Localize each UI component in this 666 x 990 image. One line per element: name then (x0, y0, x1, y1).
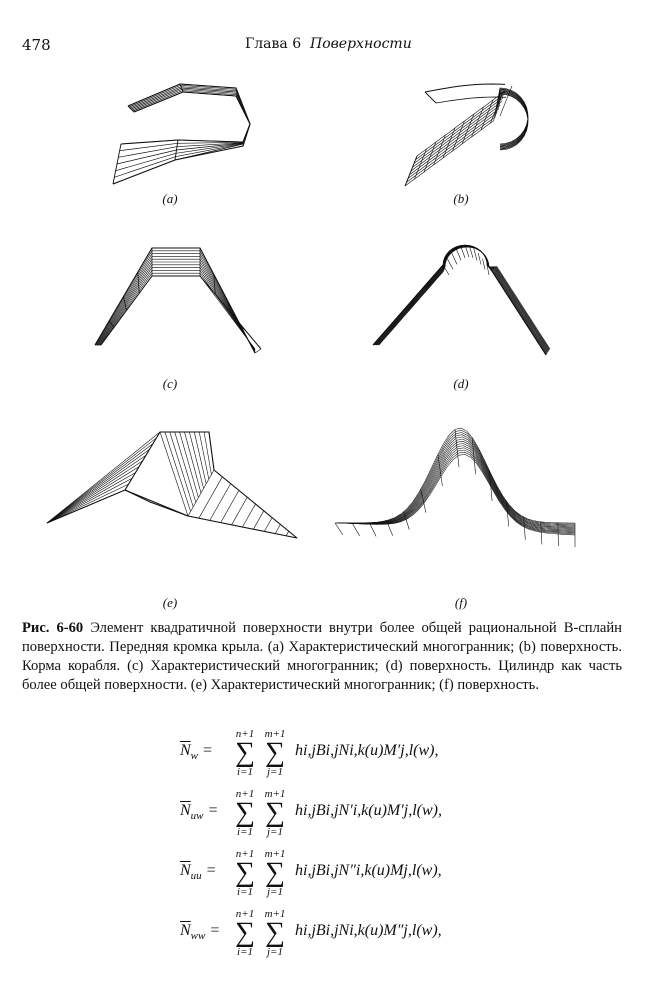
panel-f-row (335, 428, 575, 523)
equation-rhs: hi,jBi,jNi,k(u)M″j,l(w), (295, 922, 442, 939)
equation-3 (180, 848, 500, 900)
panel-c-col (255, 349, 261, 353)
panel-c-outline (101, 276, 261, 349)
equation-rhs: hi,jBi,jN″i,k(u)Mj,l(w), (295, 862, 442, 879)
sum-i: n+1 ∑ i=1 (230, 848, 260, 898)
panel-d-row (373, 245, 546, 355)
panel-f-row (340, 446, 575, 531)
panel-d-col (461, 246, 465, 258)
equation-rhs: hi,jBi,jN′i,k(u)M′j,l(w), (295, 802, 442, 819)
panel-a-edge (113, 144, 121, 184)
panel-e-ray (47, 467, 139, 523)
panel-a-upper-row (133, 91, 236, 111)
panel-f-col (369, 523, 376, 537)
panel-b-row (410, 90, 528, 175)
equation-lhs: $\overline{N}_w$ = (180, 742, 213, 763)
panel-e-col (175, 432, 196, 502)
sum-j-upper: m+1 (264, 908, 286, 920)
panel-e-outline (47, 432, 297, 538)
panel-b-row (405, 88, 528, 186)
panel-label-a: (a) (162, 191, 178, 206)
panel-d-row (374, 245, 547, 353)
sum-i-lower: i=1 (237, 826, 253, 838)
sum-i-lower: i=1 (237, 886, 253, 898)
panel-e-ray (47, 432, 160, 523)
panel-d-col (474, 249, 477, 261)
panel-e-col (185, 432, 202, 493)
panel-c-outline (95, 248, 255, 353)
sum-i: n+1 ∑ i=1 (230, 908, 260, 958)
sum-i-lower: i=1 (237, 766, 253, 778)
panel-c-row (95, 248, 255, 353)
panel-f-row (336, 430, 575, 524)
caption-number: Рис. 6-60 (22, 620, 84, 636)
panel-d-row (376, 246, 548, 352)
sum-i-upper: n+1 (235, 908, 255, 920)
panel-b-row (414, 93, 528, 164)
panel-e-row (275, 524, 280, 533)
panel-d-col (478, 253, 481, 264)
lhs-subscript: ww (190, 930, 206, 943)
panel-label-f: (f) (454, 595, 468, 610)
panel-d-row (375, 246, 547, 353)
panel-label-c: (c) (162, 376, 178, 391)
sum-j-upper: m+1 (264, 788, 286, 800)
lhs-base: $\overline{N}$ (180, 922, 191, 939)
sum-j: m+1 ∑ j=1 (260, 908, 290, 958)
panel-e-ray (47, 438, 157, 523)
panel-d-row (378, 247, 549, 351)
panel-f-row (337, 435, 575, 526)
panel-e-ray (47, 444, 153, 523)
figure-caption (22, 619, 622, 695)
panel-e-row (286, 531, 289, 536)
panel-d-col (483, 259, 485, 270)
equation-rhs: hi,jBi,jNi,k(u)M′j,l(w), (295, 742, 439, 759)
lhs-subscript: w (190, 750, 199, 763)
sum-i-upper: n+1 (235, 728, 255, 740)
panel-e-row (210, 484, 231, 521)
chapter-title: Поверхности (310, 36, 412, 52)
panel-e-row (243, 504, 256, 527)
panel-b-row (413, 92, 528, 168)
panel-f-col (335, 523, 343, 535)
panel-f-row (338, 437, 575, 527)
sum-j-lower: j=1 (267, 946, 283, 958)
sum-j-lower: j=1 (267, 826, 283, 838)
lhs-base: $\overline{N}$ (180, 862, 191, 879)
lhs-base: $\overline{N}$ (180, 742, 191, 759)
sum-j: m+1 ∑ j=1 (260, 788, 290, 838)
lhs-base: $\overline{N}$ (180, 802, 191, 819)
panel-a-upper-row (129, 85, 236, 107)
sum-j-lower: j=1 (267, 766, 283, 778)
equation-4 (180, 908, 500, 960)
panel-d-row (379, 247, 550, 349)
panel-a-upper-row (130, 87, 236, 108)
equation-2 (180, 788, 500, 840)
panel-b-row (407, 89, 528, 183)
panel-b-edge (425, 92, 436, 103)
panel-e-ray (47, 455, 146, 523)
panel-d-row (375, 246, 547, 354)
panel-c-row (96, 251, 255, 353)
sum-j: m+1 ∑ j=1 (260, 728, 290, 778)
lhs-subscript: uu (190, 870, 202, 883)
panel-e-ray (47, 473, 136, 523)
panel-a-outline (113, 84, 250, 184)
panel-label-b: (b) (453, 191, 469, 206)
panel-e-col (180, 432, 199, 498)
caption-text: Элемент квадратичной поверхности внутри более общей рациональной B-сплайн поверхности. Передняя кромка крыла. (a) Характеристический многогранник; (b) поверхность. Корма корабля. (c) Характеристический многогранник; (d) поверхность. Цилиндр как часть более общей поверхности. (e) Характеристический многогранник; (f) поверхность. (22, 620, 622, 693)
panel-d-col (452, 253, 457, 264)
panel-d-row (378, 247, 549, 350)
panel-label-d: (d) (453, 376, 469, 391)
panel-d-edge (373, 265, 443, 345)
panel-d-row (377, 246, 549, 351)
lhs-subscript: uw (190, 810, 204, 823)
chapter-number: Глава 6 (245, 36, 302, 52)
sum-i: n+1 ∑ i=1 (230, 728, 260, 778)
equation-1 (180, 728, 500, 780)
panel-f-col (352, 523, 360, 536)
panel-a-outline (121, 92, 250, 144)
panel-e-row (264, 518, 272, 532)
panel-e-row (221, 490, 239, 522)
panel-d-row (374, 245, 547, 354)
panel-d-col (456, 249, 461, 261)
panel-d-edge (488, 265, 546, 355)
equation-lhs: $\overline{N}_{ww}$ = (180, 922, 221, 943)
panel-d-col (447, 259, 453, 270)
sum-i: n+1 ∑ i=1 (230, 788, 260, 838)
equation-lhs: $\overline{N}_{uw}$ = (180, 802, 219, 823)
panel-e-ray (47, 478, 132, 523)
sum-j-lower: j=1 (267, 886, 283, 898)
panel-e-row (253, 511, 263, 529)
panel-b-top (425, 84, 505, 92)
sum-i-lower: i=1 (237, 946, 253, 958)
sum-j: m+1 ∑ j=1 (260, 848, 290, 898)
panel-c-row (97, 256, 255, 351)
page-number: 478 (22, 36, 51, 54)
sum-i-upper: n+1 (235, 848, 255, 860)
panel-e-row (232, 497, 248, 525)
panel-label-e: (e) (162, 595, 178, 610)
panel-b-row (408, 90, 528, 179)
sum-i-upper: n+1 (235, 788, 255, 800)
sum-j-upper: m+1 (264, 848, 286, 860)
panel-d-row (377, 246, 549, 350)
panel-e-ray (47, 449, 150, 523)
sum-j-upper: m+1 (264, 728, 286, 740)
panel-f-row (336, 433, 575, 526)
panel-e-col (199, 432, 209, 479)
equation-lhs: $\overline{N}_{uu}$ = (180, 862, 217, 883)
